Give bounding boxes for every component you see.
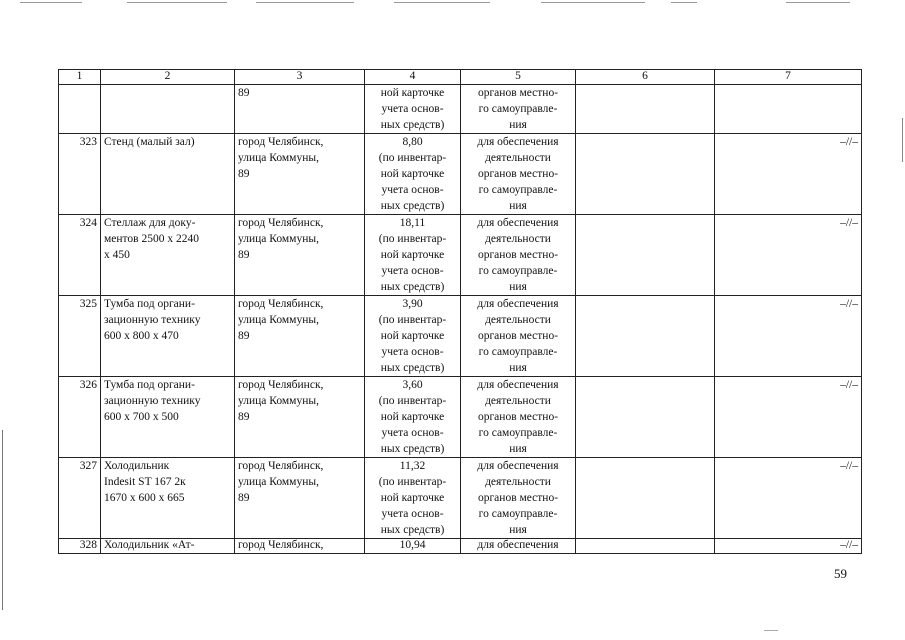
cell-address: 89 — [235, 85, 365, 134]
cell-column-6 — [576, 85, 715, 134]
cell-column-6 — [576, 296, 715, 377]
cell-column-6 — [576, 539, 715, 554]
cell-value: 3,90 (по инвентар- ной карточке учета основ- ных средств) — [365, 296, 461, 377]
column-number: 7 — [715, 70, 862, 85]
cell-address: город Челябинск, улица Коммуны, 89 — [235, 377, 365, 458]
cell-value: 18,11 (по инвентар- ной карточке учета основ- ных средств) — [365, 215, 461, 296]
cell-purpose: для обеспечения деятельности органов местно- го самоуправле- ния — [461, 458, 576, 539]
cell-number: 324 — [59, 215, 101, 296]
cell-column-7: –//– — [715, 215, 862, 296]
column-number: 2 — [101, 70, 235, 85]
cell-number — [59, 85, 101, 134]
column-number: 5 — [461, 70, 576, 85]
table-row — [59, 134, 862, 215]
scan-edge-left — [2, 430, 3, 610]
scan-edge-top-mid-5 — [671, 2, 697, 3]
cell-purpose: для обеспечения деятельности органов местно- го самоуправле- ния — [461, 134, 576, 215]
cell-column-7: –//– — [715, 296, 862, 377]
cell-name: Тумба под органи- зационную технику 600 х 700 х 500 — [101, 377, 235, 458]
cell-name: Холодильник «Ат- — [101, 539, 235, 554]
cell-value: 10,94 — [365, 539, 461, 554]
cell-column-7: –//– — [715, 377, 862, 458]
cell-value: ной карточке учета основ- ных средств) — [365, 85, 461, 134]
cell-name — [101, 85, 235, 134]
cell-purpose: для обеспечения деятельности органов местно- го самоуправле- ния — [461, 377, 576, 458]
cell-name: Стенд (малый зал) — [101, 134, 235, 215]
cell-address: город Челябинск, улица Коммуны, 89 — [235, 215, 365, 296]
cell-number: 326 — [59, 377, 101, 458]
cell-column-6 — [576, 458, 715, 539]
column-number: 6 — [576, 70, 715, 85]
cell-number: 328 — [59, 539, 101, 554]
cell-number: 323 — [59, 134, 101, 215]
cell-name: Тумба под органи- зационную технику 600 х 800 х 470 — [101, 296, 235, 377]
cell-column-7: –//– — [715, 539, 862, 554]
cell-purpose: для обеспечения деятельности органов местно- го самоуправле- ния — [461, 215, 576, 296]
cell-column-6 — [576, 134, 715, 215]
table-row — [59, 458, 862, 539]
scan-edge-right — [902, 118, 903, 162]
cell-column-6 — [576, 377, 715, 458]
cell-column-7 — [715, 85, 862, 134]
cell-purpose: для обеспечения деятельности органов местно- го самоуправле- ния — [461, 296, 576, 377]
cell-address: город Челябинск, улица Коммуны, 89 — [235, 296, 365, 377]
cell-value: 8,80 (по инвентар- ной карточке учета основ- ных средств) — [365, 134, 461, 215]
column-number-row — [59, 70, 862, 85]
scan-edge-top-left — [20, 2, 82, 3]
cell-number: 327 — [59, 458, 101, 539]
table-row — [59, 539, 862, 554]
cell-column-6 — [576, 215, 715, 296]
continuation-row — [59, 85, 862, 134]
cell-address: город Челябинск, улица Коммуны, 89 — [235, 458, 365, 539]
scan-edge-top-mid-1 — [127, 2, 227, 3]
page-number: 59 — [834, 566, 847, 581]
cell-column-7: –//– — [715, 458, 862, 539]
cell-purpose: для обеспечения — [461, 539, 576, 554]
cell-address: город Челябинск, — [235, 539, 365, 554]
column-number: 4 — [365, 70, 461, 85]
table-row — [59, 215, 862, 296]
cell-value: 3,60 (по инвентар- ной карточке учета основ- ных средств) — [365, 377, 461, 458]
scan-edge-top-mid-4 — [541, 2, 645, 3]
table-row — [59, 377, 862, 458]
column-number: 3 — [235, 70, 365, 85]
scan-edge-top-right — [786, 2, 850, 3]
scan-edge-top-mid-2 — [256, 2, 354, 3]
column-number: 1 — [59, 70, 101, 85]
cell-value: 11,32 (по инвентар- ной карточке учета основ- ных средств) — [365, 458, 461, 539]
cell-column-7: –//– — [715, 134, 862, 215]
cell-address: город Челябинск, улица Коммуны, 89 — [235, 134, 365, 215]
table-row — [59, 296, 862, 377]
cell-name: Стеллаж для доку- ментов 2500 х 2240 х 450 — [101, 215, 235, 296]
scan-edge-top-mid-3 — [394, 2, 490, 3]
inventory-table — [58, 69, 862, 554]
cell-name: Холодильник Indesit ST 167 2к 1670 х 600 х 665 — [101, 458, 235, 539]
scan-speck — [764, 630, 778, 631]
cell-purpose: органов местно- го самоуправле- ния — [461, 85, 576, 134]
cell-number: 325 — [59, 296, 101, 377]
